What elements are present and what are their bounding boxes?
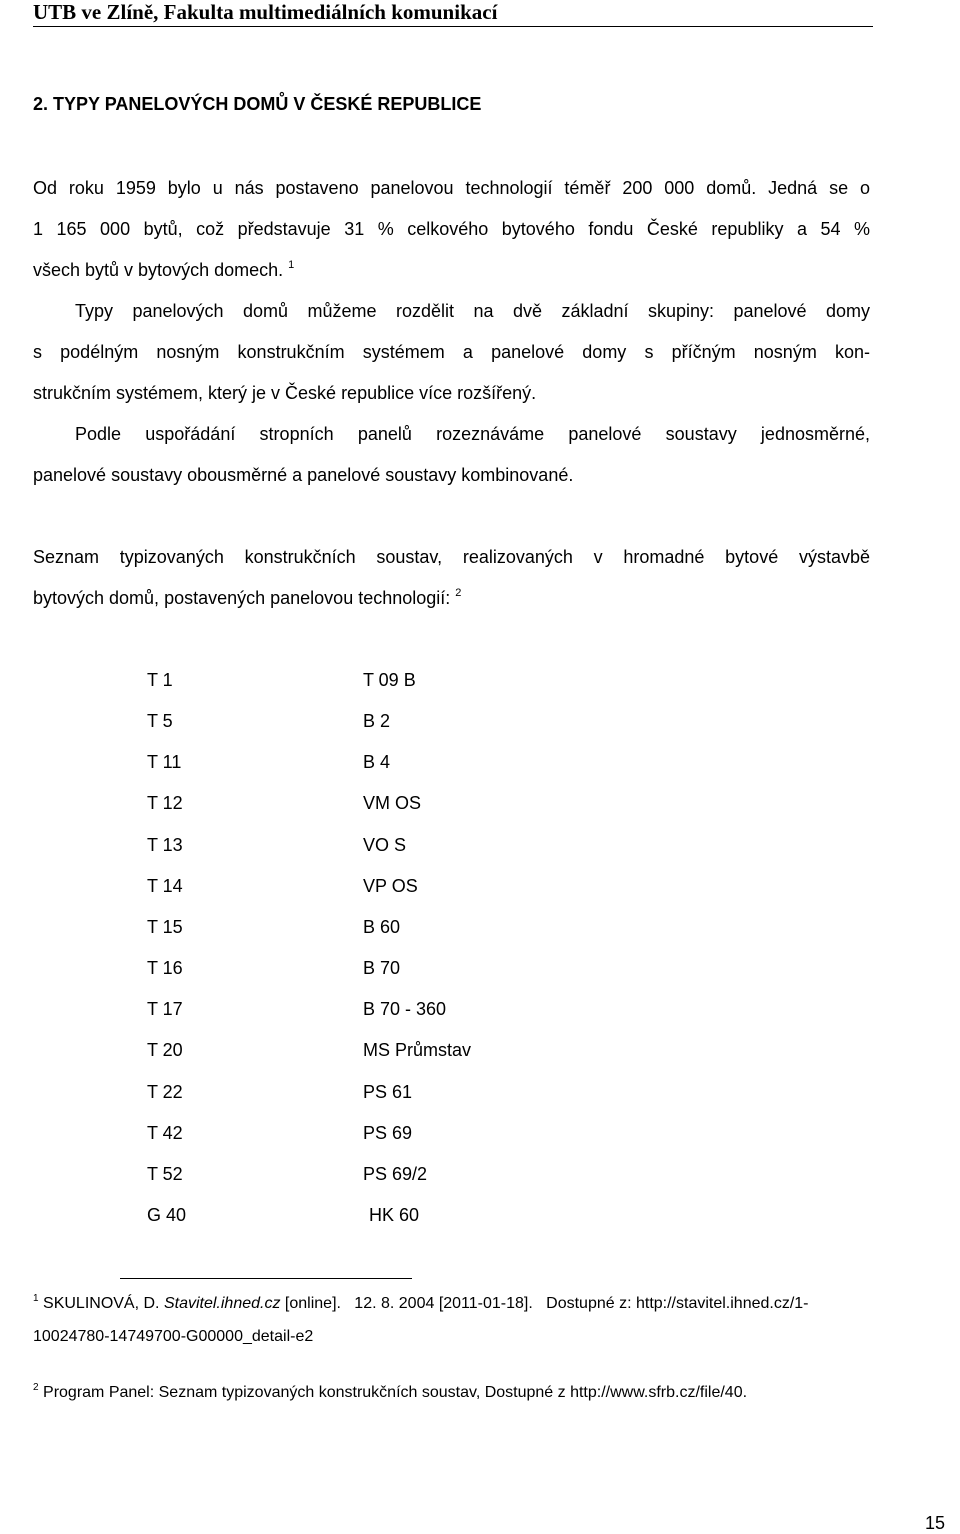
system-right-10: MS Průmstav bbox=[363, 1040, 472, 1061]
system-right-9: B 70 - 360 bbox=[363, 999, 447, 1020]
footnote-ref-1: 1 bbox=[288, 259, 295, 271]
footnote-2-text: Program Panel: Seznam typizovaných konstrukčních soustav, Dostupné z http://www.sfrb.cz/file/40. bbox=[43, 1384, 748, 1401]
system-right-2: B 2 bbox=[363, 711, 391, 732]
footnote-1-number: 1 bbox=[33, 1293, 39, 1304]
header-rule bbox=[33, 26, 873, 27]
system-right-12: PS 69 bbox=[363, 1122, 413, 1143]
system-right-7: B 60 bbox=[363, 916, 401, 937]
system-left-4: T 12 bbox=[147, 793, 183, 814]
system-right-13: PS 69/2 bbox=[363, 1163, 428, 1184]
system-right-11: PS 61 bbox=[363, 1081, 413, 1102]
system-right-1: T 09 B bbox=[363, 670, 416, 690]
system-right-14: HK 60 bbox=[369, 1204, 420, 1225]
footnote-1-details: [online]. 12. 8. 2004 [2011-01-18]. Dostupné z: http://stavitel.ihned.cz/1- bbox=[284, 1295, 809, 1312]
system-left-2: T 5 bbox=[147, 711, 173, 732]
paragraph-4-line-2 bbox=[33, 586, 870, 610]
system-left-1: T 1 bbox=[147, 670, 173, 690]
paragraph-3-line-2: panelové soustavy obousměrné a panelové soustavy kombinované. bbox=[33, 465, 574, 485]
system-right-4: VM OS bbox=[363, 793, 422, 814]
page-number: 15 bbox=[925, 1513, 946, 1533]
system-left-6: T 14 bbox=[147, 875, 183, 896]
system-left-7: T 15 bbox=[147, 916, 183, 937]
system-left-11: T 22 bbox=[147, 1081, 183, 1102]
paragraph-2-line-2: s podélným nosným konstrukčním systémem a panelové domy s příčným nosným kon- bbox=[33, 342, 870, 362]
paragraph-4-line-1: Seznam typizovaných konstrukčních soustav, realizovaných v hromadné bytové výstavbě bbox=[33, 547, 870, 567]
footnote-2 bbox=[33, 1382, 873, 1404]
system-right-6: VP OS bbox=[363, 875, 418, 896]
system-right-8: B 70 bbox=[363, 958, 401, 979]
system-left-8: T 16 bbox=[147, 958, 183, 979]
system-left-12: T 42 bbox=[147, 1122, 183, 1143]
paragraph-1-text: všech bytů v bytových domech. bbox=[33, 260, 284, 280]
system-left-13: T 52 bbox=[147, 1163, 183, 1184]
paragraph-2-line-3: strukčním systémem, který je v České republice více rozšířený. bbox=[33, 383, 537, 403]
system-left-3: T 11 bbox=[147, 752, 182, 773]
footnote-1-continuation: 10024780-14749700-G00000_detail-e2 bbox=[33, 1328, 314, 1345]
system-right-3: B 4 bbox=[363, 752, 391, 773]
paragraph-2-line-1: Typy panelových domů můžeme rozdělit na dvě základní skupiny: panelové domy bbox=[75, 301, 870, 321]
paragraph-1-line-3 bbox=[33, 258, 870, 282]
system-left-5: T 13 bbox=[147, 834, 183, 855]
footnote-1 bbox=[33, 1293, 873, 1315]
system-left-9: T 17 bbox=[147, 999, 183, 1020]
footnote-1-source: Stavitel.ihned.cz bbox=[163, 1295, 281, 1312]
section-heading: 2. TYPY PANELOVÝCH DOMŮ V ČESKÉ REPUBLICE bbox=[33, 94, 482, 114]
footnote-rule bbox=[120, 1278, 412, 1279]
running-header: UTB ve Zlíně, Fakulta multimediálních komunikací bbox=[33, 0, 498, 24]
footnote-1-author: SKULINOVÁ, D. bbox=[43, 1295, 160, 1312]
system-left-10: T 20 bbox=[147, 1040, 183, 1061]
paragraph-3-line-1: Podle uspořádání stropních panelů rozeznáváme panelové soustavy jednosměrné, bbox=[75, 424, 870, 444]
paragraph-4-text: bytových domů, postavených panelovou technologií: bbox=[33, 588, 451, 608]
footnote-2-number: 2 bbox=[33, 1382, 39, 1393]
footnote-ref-2: 2 bbox=[455, 587, 462, 599]
paragraph-1-line-1: Od roku 1959 bylo u nás postaveno panelovou technologií téměř 200 000 domů. Jedná se o bbox=[33, 178, 870, 198]
paragraph-1-line-2: 1 165 000 bytů, což představuje 31 % celkového bytového fondu České republiky a 54 % bbox=[33, 219, 870, 239]
system-left-14: G 40 bbox=[147, 1204, 187, 1225]
system-right-5: VO S bbox=[363, 834, 407, 855]
